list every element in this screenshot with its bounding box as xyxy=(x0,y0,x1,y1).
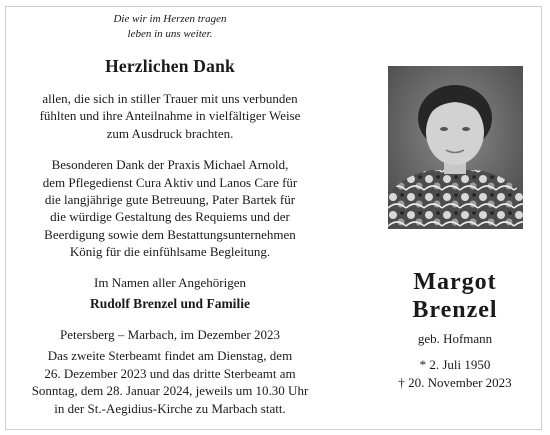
deceased-details xyxy=(360,330,550,348)
birth-date: * 2. Juli 1950 xyxy=(419,357,491,372)
deceased-first-name: Margot xyxy=(413,269,497,295)
thanks-column xyxy=(20,12,320,417)
deceased-dates xyxy=(360,356,550,392)
special-thanks xyxy=(20,156,320,260)
special-thanks-line: Beerdigung sowie dem Bestattungsunternehmen xyxy=(44,226,296,242)
special-thanks-line: die würdige Gestaltung des Requiems und der xyxy=(50,209,290,225)
mass-notice-line: Sonntag, dem 28. Januar 2024, jeweils um 10.30 Uhr xyxy=(31,383,309,399)
family-signature: Rudolf Brenzel und Familie xyxy=(90,296,250,312)
portrait-photo xyxy=(388,66,523,229)
motto-line-1: Die wir im Herzen tragen xyxy=(113,13,227,25)
deceased-name-block xyxy=(360,268,550,324)
mass-notice-line: in der St.-Aegidius-Kirche zu Marbach statt. xyxy=(54,400,286,416)
special-thanks-line: dem Pflegedienst Cura Aktiv und Lanos Care für xyxy=(42,174,298,190)
place-date: Petersberg – Marbach, im Dezember 2023 xyxy=(60,327,280,343)
mass-notice xyxy=(20,347,320,417)
thanks-intro-line: zum Ausdruck brachten. xyxy=(106,125,234,141)
maiden-name: geb. Hofmann xyxy=(417,331,493,346)
thanks-intro-line: fühlten und ihre Anteilnahme in vielfältiger Weise xyxy=(39,108,301,124)
deceased-last-name: Brenzel xyxy=(412,297,498,323)
special-thanks-line: König für die einfühlsame Begleitung. xyxy=(69,244,271,260)
mass-notice-line: Das zweite Sterbeamt findet am Dienstag, dem xyxy=(47,348,293,364)
thanks-intro xyxy=(20,90,320,142)
heading-thanks: Herzlichen Dank xyxy=(105,56,235,76)
motto-line-2: leben in uns weiter. xyxy=(127,28,213,40)
special-thanks-line: Besonderen Dank der Praxis Michael Arnold, xyxy=(51,157,289,173)
mass-notice-line: 26. Dezember 2023 und das dritte Sterbeamt am xyxy=(44,365,296,381)
death-date: † 20. November 2023 xyxy=(398,375,512,390)
on-behalf-line: Im Namen aller Angehörigen xyxy=(94,274,246,290)
thanks-intro-line: allen, die sich in stiller Trauer mit uns verbunden xyxy=(42,91,298,106)
portrait-image xyxy=(388,66,523,229)
special-thanks-line: die langjährige gute Betreuung, Pater Bartek für xyxy=(44,192,296,208)
